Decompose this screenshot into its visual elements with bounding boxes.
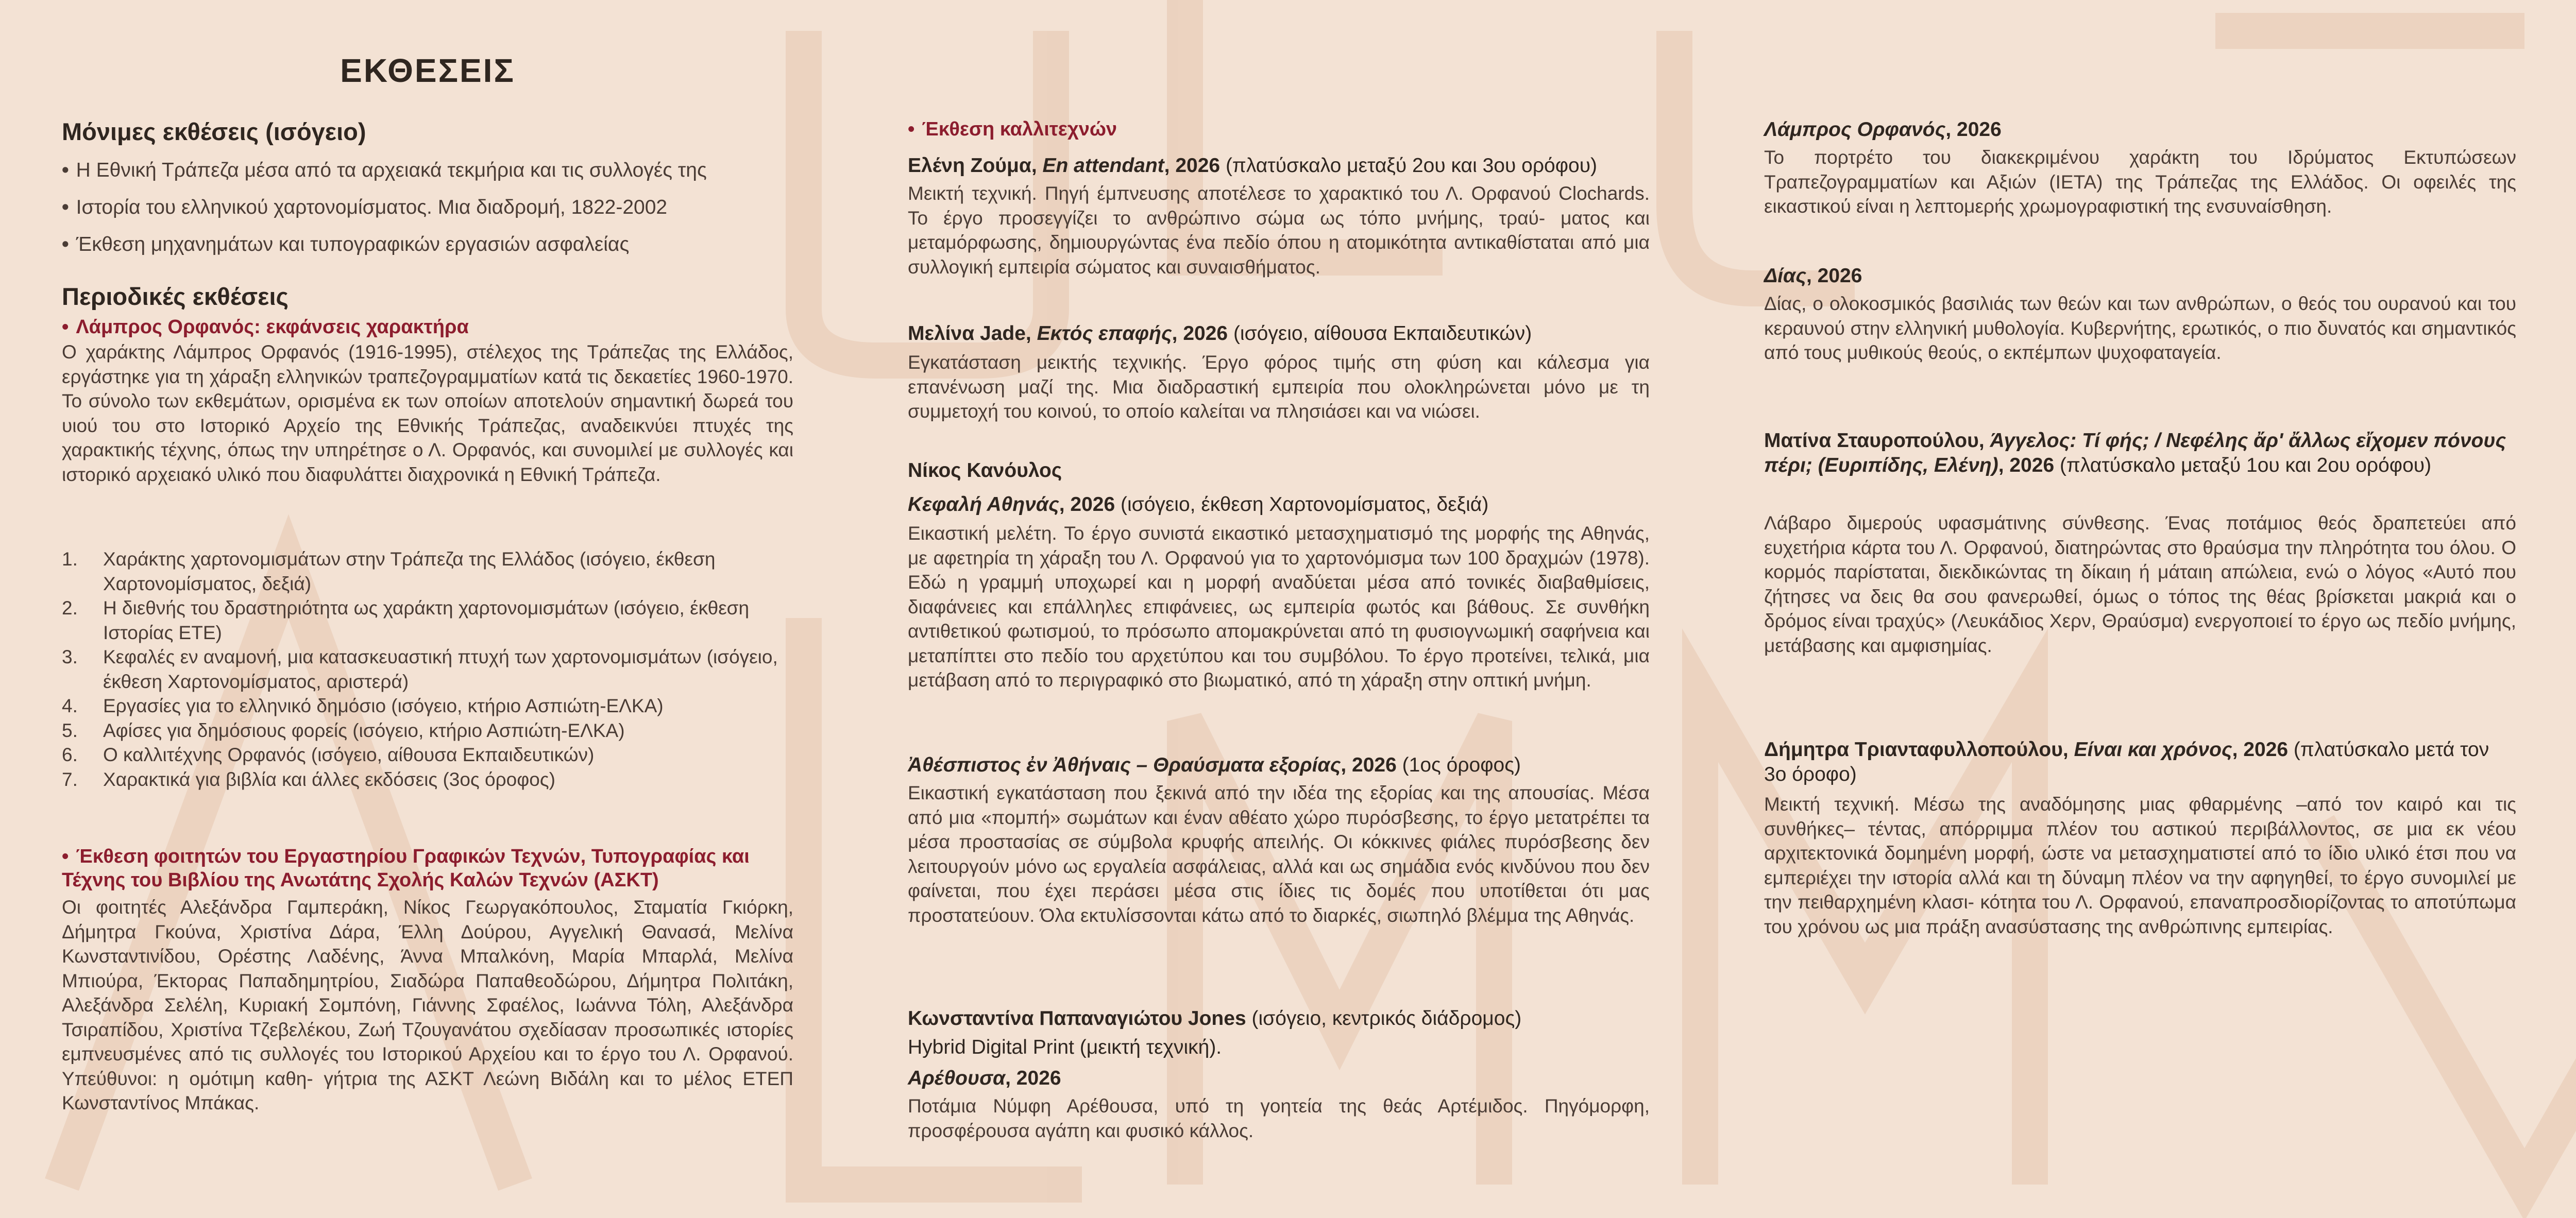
stavropoulou-description: Λάβαρο διμερούς υφασμάτινης σύνθεσης. Ένας ποτάμιος θεός δραπετεύει από ευχετήρια κάρτα του Λ. Ορφανού, διατηρώντας στο θραύσμα την πληρότητα του όλου. Ο κορμός παρίσταται, διεκδικώντας τη δίκαιη ή μάταιη απώλεια, ενώ ο λόγος «Αυτό που ζήτησες να δεις θα σου φανερωθεί, όμως ο τόπος της θέας βρίσκεται μακριά και ο δρόμος είναι τραχύς» (Λευκάδιος Χερν, Θραύσμα) ενεργοποιεί το έργο ως πεδίο μνήμης, μετάβασης και αμφισημίας. [1764,512,2516,656]
orfanos-portrait-heading: Λάμπρος Ορφανός, 2026 [1764,118,2002,141]
list-item: 4. Εργασίες για το ελληνικό δημόσιο (ισόγειο, κτήριο Ασπιώτη-ΕΛΚΑ) [62,695,664,716]
list-item: 7. Χαρακτικά για βιβλία και άλλες εκδόσεις (3ος όροφος) [62,768,555,790]
list-item: 3. Κεφαλές εν αναμονή, μια κατασκευαστική πτυχή των χαρτονομισμάτων (ισόγειο, έκθεση Χαρτονομίσματος, αριστερά) [62,646,778,692]
list-item: 1. Χαράκτης χαρτονομισμάτων στην Τράπεζα της Ελλάδος (ισόγειο, έκθεση Χαρτονομίσματος, δεξιά) [62,548,716,594]
kanoulos-work2-description: Εικαστική εγκατάσταση που ξεκινά από την ιδέα της εξορίας και της απουσίας. Μέσα από μια «πομπή» σωμάτων και έναν αθέατο χώρο πυρόσβεσης, το έργο μετατρέπει τα μέσα προστασίας σε σύμβολα κρυφής απειλής. Οι κόκκινες φιάλες πυρόσβεσης δεν λειτουργούν μόνο ως εργαλεία ασφάλειας, αλλά και ως σημάδια ενός κινδύνου που δεν φαίνεται, που έχει περάσει μέσα στις ίδιες τις δομές που υποτίθεται ότι μας προστατεύουν. Όλα εκτυλίσσονται κάτω από το διαρκές, σιωπηλό βλέμμα της Αθηνάς. [908,782,1650,926]
exhibitions-title: ΕΚΘΕΣΕΙΣ [340,52,515,89]
orfanos-description: Ο χαράκτης Λάμπρος Ορφανός (1916-1995), στέλεχος της Τράπεζας της Ελλάδος, εργάστηκε για τη χάραξη ελληνικών τραπεζογραμματίων κατά τις δεκαετίες 1960-1970. Το σύνολο των εκθεμάτων, ορισμένα εκ των οποίων αποτελούν σημαντική δωρεά του υιού του στο Ιστορικό Αρχείο της Εθνικής Τράπεζας, αναδεικνύει πτυχές της χαρακτικής τέχνης, όπως την υπηρέτησε ο Λ. Ορφανός, και συνομιλεί με συλλογές και ιστορικό αρχειακό υλικό που διαφυλάττει διαχρονικά η Εθνική Τράπεζα. [62,341,793,485]
jade-heading: Μελίνα Jade, Εκτός επαφής, 2026 (ισόγειο, αίθουσα Εκπαιδευτικών) [908,322,1532,345]
jones-technique: Hybrid Digital Print (μεικτή τεχνική). [908,1036,1222,1058]
students-description: Οι φοιτητές Αλεξάνδρα Γαμπεράκη, Νίκος Γεωργακόπουλος, Σταματία Γκιόρκη, Δήμητρα Γκούνα, Χριστίνα Δάρα, Έλλη Δούρου, Αγγελική Θανασά, Μελίνα Κωνσταντινίδου, Ορέστης Λαδένης, Άννα Μπαλκόνη, Μαρία Μπαρλά, Μελίνα Μπιούρα, Έκτορας Παπαδημητρίου, Σιαδώρα Παπαθεοδώρου, Δήμητρα Πολιτάκη, Αλεξάνδρα Σελέλη, Κυριακή Σομπόνη, Γιάννης Σφαέλος, Ιωάννα Τόλη, Αλεξάνδρα Τσιραπίδου, Χριστίνα Τζεβελέκου, Ζωή Τζουγανάτου σχεδίασαν προσωπικές ιστορίες εμπνευσμένες από τις συλλογές του Ιστορικού Αρχείου και το έργο του Λ. Ορφανού. Υπεύθυνοι: η ομότιμη καθη- γήτρια της ΑΣΚΤ Λεώνη Βιδάλη και το μέλος ΕΤΕΠ Κωνσταντίνος Μπάκας. [62,897,793,1113]
orfanos-exhibition-heading: • Λάμπρος Ορφανός: εκφάνσεις χαρακτήρα [62,316,469,338]
jones-work-heading: Αρέθουσα, 2026 [908,1067,1061,1089]
triantafyllopoulou-heading: Δήμητρα Τριανταφυλλοπούλου, Είναι και χρόνος, 2026 (πλατύσκαλο μετά τον 3ο όροφο) [1764,739,2489,785]
kanoulos-name: Νίκος Κανόυλος [908,459,1062,482]
stavropoulou-heading: Ματίνα Σταυροπούλου, Άγγελος: Τί φής; / Νεφέλης ἄρ' ἄλλως εἴχομεν πόνους πέρι; (Ευριπίδης, Ελένη), 2026 (πλατύσκαλο μεταξύ 1ου και 2ου ορόφου) [1764,430,2506,476]
triantafyllopoulou-description: Μεικτή τεχνική. Μέσω της αναδόμησης μιας φθαρμένης –από τον καιρό και τις συνθήκες– τέντας, απόρριμμα πλέον του αστικού περιβάλλοντος, σε μια εκ νέου αρχιτεκτονικά δομημένη μορφή, ώστε να μετασχηματιστεί από το ίδιο υλικό έτσι που να εμπεριέχει την ιστορία αλλά και τη δύναμη πλέον να την αφηγηθεί, το έργο συνομιλεί με την πειθαρχημένη κλασι- κότητα του Λ. Ορφανού, επαναπροσδιορίζοντας το αποτύπωμα του χρόνου ως μια πράξη ανασύστασης της ανθρώπινης εμπειρίας. [1764,794,2516,937]
permanent-item: • Έκθεση μηχανημάτων και τυπογραφικών εργασιών ασφαλείας [62,233,630,255]
periodic-exhibitions-heading: Περιοδικές εκθέσεις [62,283,289,310]
list-item: 2. Η διεθνής του δραστηριότητα ως χαράκτη χαρτονομισμάτων (ισόγειο, έκθεση Ιστορίας ΕΤΕ) [62,597,750,643]
dias-description: Δίας, ο ολοκοσμικός βασιλιάς των θεών και των ανθρώπων, ο θεός του ουρανού και του κεραυνού στην ελληνική μυθολογία. Κυβερνήτης, ερωτικός, ο πιο δυνατός και σημαντικός από τους μυθικούς θεούς, ο εκπέμπων ψυχοφαταγεία. [1764,293,2516,363]
artists-column-continued [1764,0,2516,1218]
zouma-heading: Ελένη Ζούμα, En attendant, 2026 (πλατύσκαλο μεταξύ 2ου και 3ου ορόφου) [908,155,1598,177]
list-item: 6. Ο καλλιτέχνης Ορφανός (ισόγειο, αίθουσα Εκπαιδευτικών) [62,744,595,765]
jade-description: Εγκατάσταση μεικτής τεχνικής. Έργο φόρος τιμής στη φύση και κάλεσμα για επανένωση μαζί της. Μια διαδραστική εμπειρία που ολοκληρώνεται μόνο με τη συμμετοχή του κοινού, το οποίο καλείται να πλησιάσει και να νιώσει. [908,352,1650,422]
artists-column [908,0,1650,1218]
students-exhibition-heading: • Έκθεση φοιτητών του Εργαστηρίου Γραφικών Τεχνών, Τυπογραφίας και Τέχνης του Βιβλίου της Ανωτάτης Σχολής Καλών Τεχνών (ΑΣΚΤ) [62,846,750,891]
kanoulos-work2-heading: Ἀθέσπιστος ἐν Ἀθήναις – Θραύσματα εξορίας, 2026 (1ος όροφος) [908,754,1521,776]
list-item: 5. Αφίσες για δημόσιους φορείς (ισόγειο, κτήριο Ασπιώτη-ΕΛΚΑ) [62,719,625,741]
dias-heading: Δίας, 2026 [1764,265,1862,287]
permanent-exhibitions-heading: Μόνιμες εκθέσεις (ισόγειο) [62,118,366,145]
jones-heading: Κωνσταντίνα Παπαναγιώτου Jones (ισόγειο, κεντρικός διάδρομος) [908,1007,1522,1030]
orfanos-portrait-description: Το πορτρέτο του διακεκριμένου χαράκτη του Ιδρύματος Εκτυπώσεων Τραπεζογραμματίων και Αξιών (ΙΕΤΑ) της Τράπεζας της Ελλάδος. Οι οφειλές της εικαστικού είναι η λεπτομερής χρωμογραφιστική της ενσυναίσθηση. [1764,147,2516,217]
permanent-item: • Η Εθνική Τράπεζα μέσα από τα αρχειακά τεκμήρια και τις συλλογές της [62,159,707,181]
artists-heading: • Έκθεση καλλιτεχνών [908,118,1117,140]
orfanos-sections-list [62,547,793,792]
jones-description: Ποτάμια Νύμφη Αρέθουσα, υπό τη γοητεία της θεάς Αρτέμιδος. Πηγόμορφη, προσφέρουσα αγάπη και φυσικό κάλλος. [908,1095,1650,1141]
kanoulos-work1-heading: Κεφαλή Αθηνάς, 2026 (ισόγειο, έκθεση Χαρτονομίσματος, δεξιά) [908,493,1489,516]
permanent-item: • Ιστορία του ελληνικού χαρτονομίσματος. Μια διαδρομή, 1822-2002 [62,196,668,218]
zouma-description: Μεικτή τεχνική. Πηγή έμπνευσης αποτέλεσε το χαρακτικό του Λ. Ορφανού Clochards. Το έργο προσεγγίζει το ανθρώπινο σώμα ως τόπο μνήμης, τραύ- ματος και μεταμόρφωσης, δημιουργώντας ένα πεδίο όπου η ατομικότητα αντικαθίσταται από μια συλλογική εμπειρία σώματος και συναισθήματος. [908,183,1650,278]
kanoulos-work1-description: Εικαστική μελέτη. Το έργο συνιστά εικαστικό μετασχηματισμό της μορφής της Αθηνάς, με αφετηρία τη χάραξη του Λ. Ορφανού για το χαρτονόμισμα των 100 δραχμών (1978). Εδώ η γραμμή υποχωρεί και η μορφή αναδύεται μέσα από τονικές διαβαθμίσεις, διαφάνειες και επάλληλες επιφάνειες, ως εμπειρία φωτός και βάθους. Σε συνθήκη αντιθετικού φωτισμού, το πρόσωπο απομακρύνεται από τη φυσιογνωμική σαφήνεια και μεταπίπτει στο πεδίο του αρχετύπου και του συμβόλου. Το έργο προτείνει, τελικά, μια μετάβαση από το περιγραφικό στο βιωματικό, από τη χάραξη στην οπτική μνήμη. [908,523,1650,691]
exhibitions-column [62,0,793,1218]
